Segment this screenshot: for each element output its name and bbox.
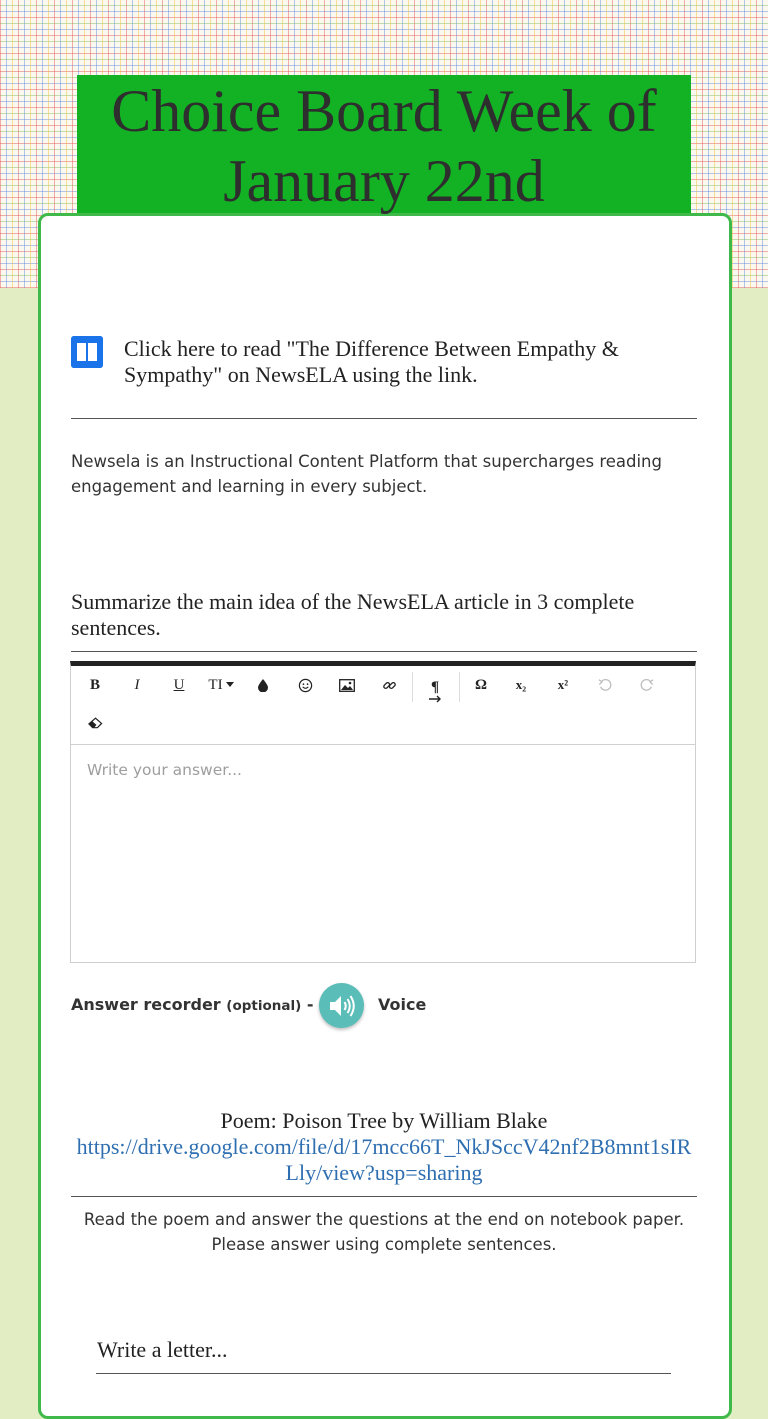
rich-text-editor	[70, 661, 696, 963]
image-icon	[339, 679, 355, 692]
recorder-dash: -	[306, 995, 314, 1014]
bold-button[interactable]: B	[89, 676, 100, 693]
color-drop-icon	[257, 678, 269, 692]
superscript-button[interactable]: x²	[557, 677, 569, 692]
svg-text:¶: ¶	[431, 679, 440, 695]
special-character-button[interactable]: Ω	[474, 676, 487, 693]
toolbar-separator	[459, 672, 460, 702]
divider	[71, 1196, 697, 1197]
underline-button[interactable]: U	[173, 676, 185, 693]
poem-link[interactable]: https://drive.google.com/file/d/17mcc66T_NkJSccV42nf2B8mnt1sIRLly/view?usp=sharing	[76, 1134, 692, 1185]
undo-icon	[598, 678, 612, 692]
paragraph-direction-button[interactable]	[417, 672, 453, 708]
caret-down-icon	[226, 682, 234, 688]
text-color-button[interactable]	[245, 670, 281, 700]
redo-button[interactable]	[629, 670, 665, 700]
newsela-description: Newsela is an Instructional Content Platform that supercharges reading engagement and learning in every subject.	[71, 452, 662, 496]
letter-prompt: Write a letter...	[97, 1337, 228, 1362]
editor-toolbar	[71, 666, 695, 745]
page-title: Choice Board Week of January 22nd	[111, 78, 657, 214]
divider	[71, 651, 697, 652]
answer-textarea[interactable]	[71, 745, 695, 959]
recorder-optional-text: (optional)	[226, 998, 302, 1014]
subscript-button[interactable]: x₂	[515, 677, 527, 692]
text-size-button[interactable]	[199, 670, 243, 700]
recorder-label-text: Answer recorder	[71, 995, 221, 1014]
question-prompt: Summarize the main idea of the NewsELA article in 3 complete sentences.	[71, 589, 635, 640]
poem-instructions: Read the poem and answer the questions at the end on notebook paper. Please answer using complete sentences.	[83, 1210, 685, 1254]
link-icon	[382, 678, 397, 693]
voice-record-button[interactable]	[319, 983, 364, 1028]
clear-formatting-button[interactable]	[77, 708, 113, 738]
speaker-icon	[327, 993, 357, 1019]
poem-title: Poem: Poison Tree by William Blake	[220, 1108, 548, 1133]
text-size-label: TI	[208, 676, 223, 693]
italic-button[interactable]: I	[134, 676, 140, 693]
newsela-link[interactable]: Click here to read "The Difference Between Empathy & Sympathy" on NewsELA using the link.	[124, 336, 619, 387]
eraser-icon	[88, 717, 103, 729]
divider	[96, 1373, 671, 1374]
smiley-icon	[298, 678, 313, 693]
newsela-logo-icon	[71, 336, 103, 368]
emoji-button[interactable]	[287, 670, 323, 700]
voice-label: Voice	[378, 995, 427, 1014]
insert-image-button[interactable]	[329, 670, 365, 700]
toolbar-separator	[412, 672, 413, 702]
answer-recorder	[71, 983, 697, 1029]
divider	[71, 418, 697, 419]
insert-link-button[interactable]	[371, 670, 407, 700]
recorder-label	[71, 995, 313, 1014]
undo-button[interactable]	[587, 670, 623, 700]
redo-icon	[640, 678, 654, 692]
pilcrow-arrow-icon	[427, 677, 443, 703]
poem-block	[71, 1108, 697, 1186]
